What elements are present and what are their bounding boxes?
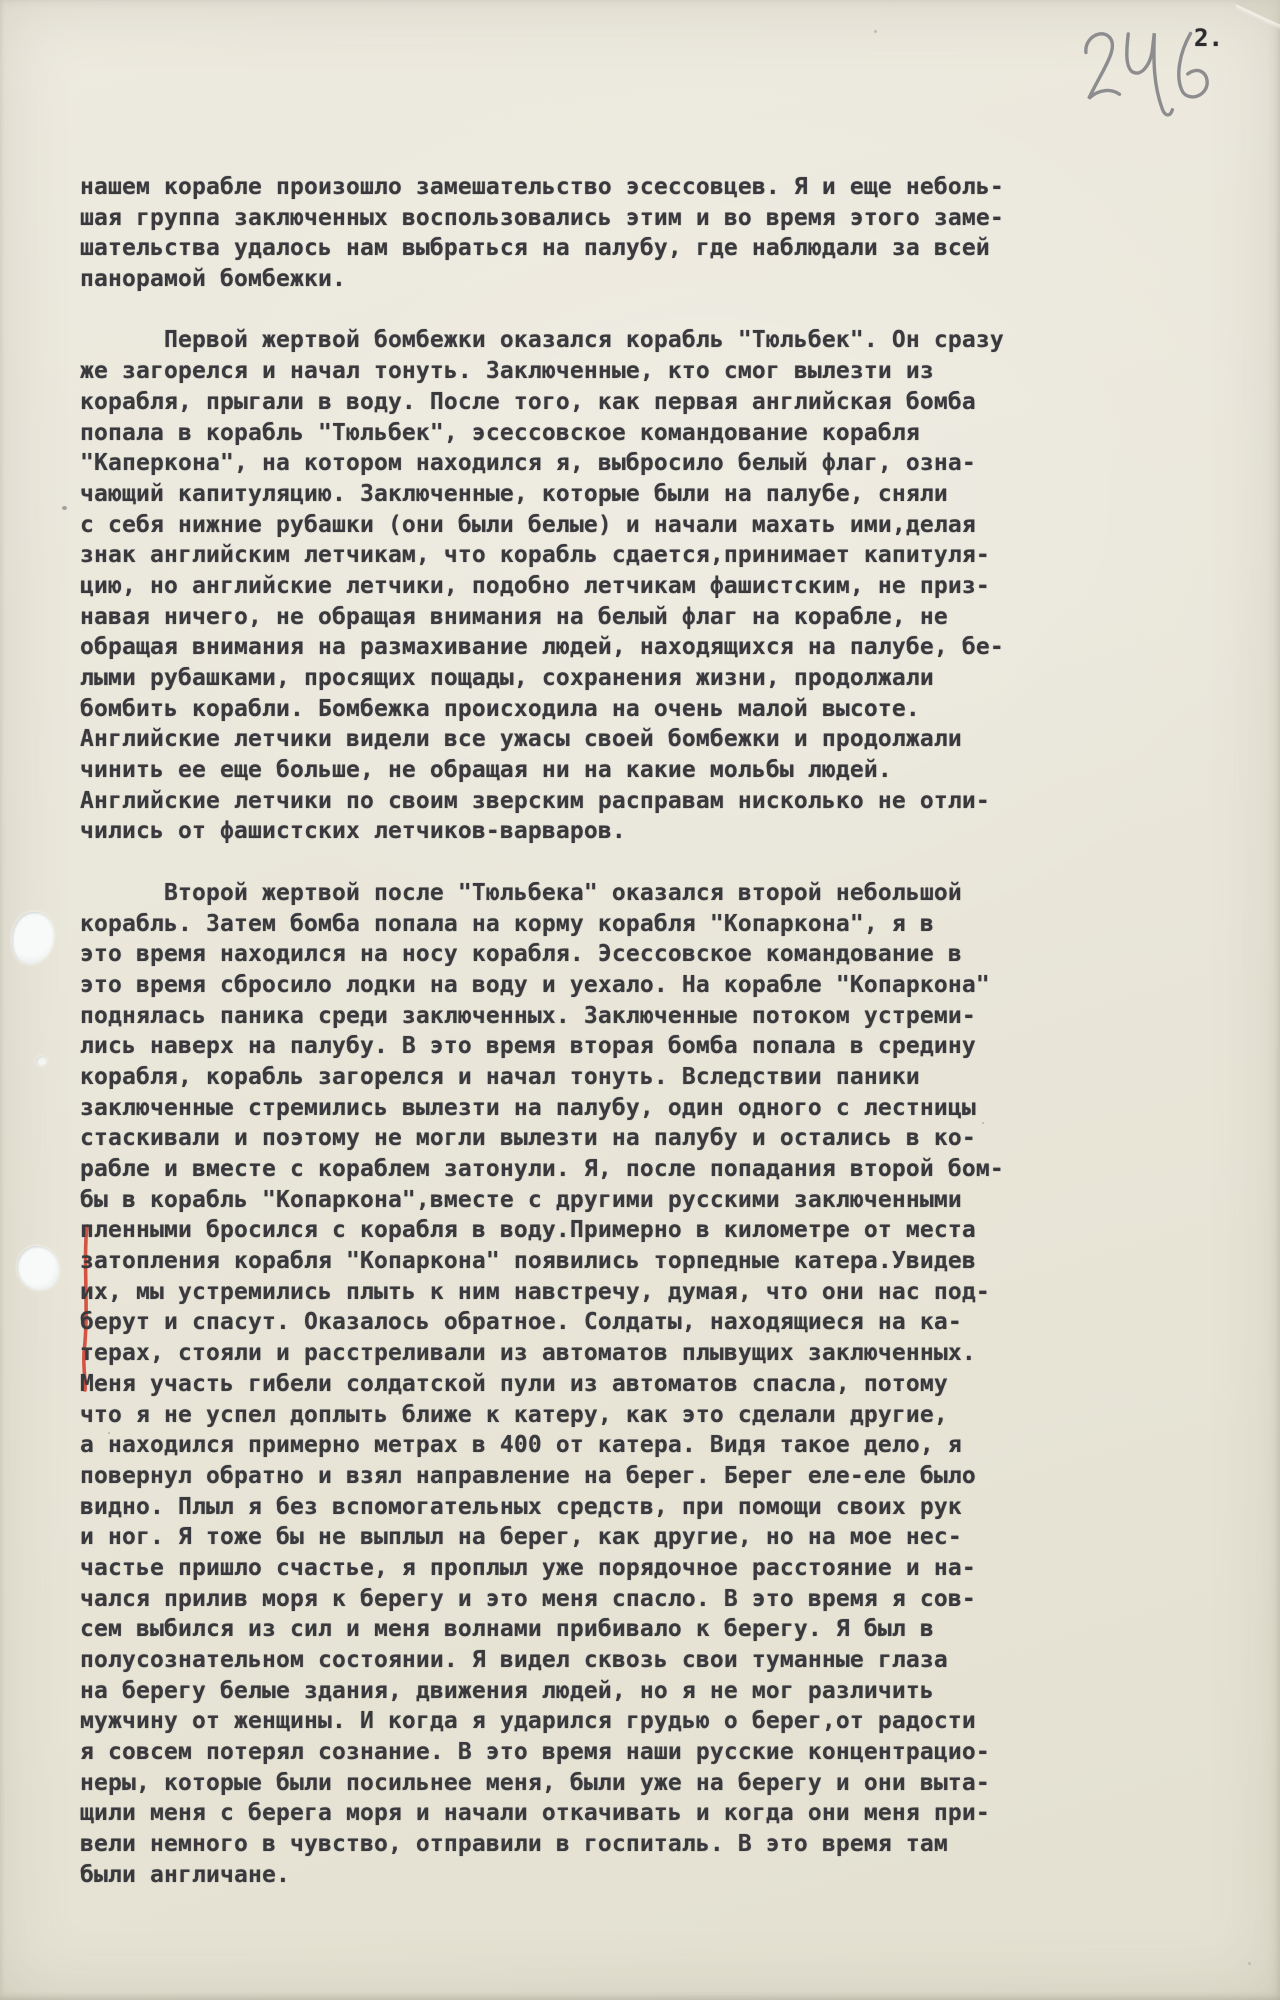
page-number: 2.: [1194, 24, 1223, 52]
text-line: шая группа заключенных воспользовались этим и во время этого заме-: [80, 204, 1004, 231]
text-line: корабля, корабль загорелся и начал тонуть. Вследствии паники: [80, 1063, 920, 1090]
paragraph: [80, 325, 1085, 847]
text-line: неры, которые были посильнее меня, были уже на берегу и они выта-: [80, 1769, 990, 1796]
text-line: заключенные стремились вылезти на палубу, один одного с лестницы: [80, 1094, 976, 1121]
paragraph: [80, 172, 1085, 295]
text-line: лись наверх на палубу. В это время вторая бомба попала в средину: [80, 1033, 976, 1060]
corner-fold: [1236, 0, 1280, 30]
text-line: Второй жертвой после "Тюльбека" оказался второй небольшой: [80, 879, 962, 906]
text-line: попала в корабль "Тюльбек", эсессовское командование корабля: [80, 419, 920, 446]
text-line: Меня участь гибели солдатской пули из автоматов спасла, потому: [80, 1370, 948, 1397]
text-line: Первой жертвой бомбежки оказался корабль "Тюльбек". Он сразу: [80, 327, 1004, 354]
paper-speck: [874, 30, 877, 33]
paper-speck: [62, 506, 67, 510]
text-line: затопления корабля "Копаркона" появились торпедные катера.Увидев: [80, 1248, 976, 1275]
text-line: щили меня с берега моря и начали откачивать и когда они меня при-: [80, 1800, 990, 1827]
paragraph: [80, 878, 1085, 1891]
text-line: это время сбросило лодки на воду и уехало. На корабле "Копаркона": [80, 971, 990, 998]
text-line: и ног. Я тоже бы не выплыл на берег, как другие, но на мое нес-: [80, 1524, 962, 1551]
text-line: "Каперкона", на котором находился я, выбросило белый флаг, озна-: [80, 450, 976, 477]
text-line: нашем корабле произошло замешательство эсессовцев. Я и еще неболь-: [80, 174, 1004, 200]
text-line: повернул обратно и взял направление на берег. Берег еле-еле было: [80, 1462, 976, 1489]
text-line: обращая внимания на размахивание людей, находящихся на палубе, бе-: [80, 634, 1004, 661]
text-line: поднялась паника среди заключенных. Заключенные потоком устреми-: [80, 1002, 976, 1029]
text-line: лыми рубашками, просящих пощады, сохранения жизни, продолжали: [80, 665, 934, 691]
text-line: рабле и вместе с кораблем затонули. Я, после попадания второй бом-: [80, 1156, 1004, 1182]
text-line: что я не успел доплыть ближе к катеру, как это сделали другие,: [80, 1401, 948, 1428]
text-line: бы в корабль "Копаркона",вместе с другими русскими заключенными: [80, 1186, 962, 1213]
text-line: бомбить корабли. Бомбежка происходила на очень малой высоте.: [80, 695, 920, 722]
text-line: терах, стояли и расстреливали из автоматов плывущих заключенных.: [80, 1340, 976, 1367]
text-line: корабля, прыгали в воду. После того, как первая английская бомба: [80, 388, 976, 415]
text-line: а находился примерно метрах в 400 от катера. Видя такое дело, я: [80, 1432, 962, 1459]
text-line: были англичане.: [80, 1861, 290, 1888]
text-line: вели немного в чувство, отправили в госпиталь. В это время там: [80, 1831, 948, 1858]
text-line: стаскивали и поэтому не могли вылезти на палубу и остались в ко-: [80, 1125, 976, 1152]
paper-speck: [1248, 1962, 1251, 1965]
text-line: пленными бросился с корабля в воду.Примерно в километре от места: [80, 1217, 976, 1244]
text-line: корабль. Затем бомба попала на корму корабля "Копаркона", я в: [80, 910, 934, 937]
text-line: шательства удалось нам выбраться на палубу, где наблюдали за всей: [80, 235, 990, 262]
text-line: же загорелся и начал тонуть. Заключенные, кто смог вылезти из: [80, 358, 934, 385]
text-line: мужчину от женщины. И когда я ударился грудью о берег,от радости: [80, 1708, 976, 1735]
text-line: частье пришло счастье, я проплыл уже порядочное расстояние и на-: [80, 1554, 976, 1581]
text-line: навая ничего, не обращая внимания на белый флаг на корабле, не: [80, 603, 948, 630]
text-line: чающий капитуляцию. Заключенные, которые были на палубе, сняли: [80, 480, 948, 507]
text-line: Английские летчики по своим зверским расправам нисколько не отли-: [80, 787, 990, 814]
text-line: на берегу белые здания, движения людей, но я не мог различить: [80, 1677, 934, 1704]
text-line: чились от фашистских летчиков-варваров.: [80, 818, 626, 845]
text-line: знак английским летчикам, что корабль сдается,принимает капитуля-: [80, 542, 990, 569]
text-line: видно. Плыл я без вспомогательных средств, при помощи своих рук: [80, 1493, 962, 1520]
punch-hole: [17, 1246, 59, 1290]
text-line: с себя нижние рубашки (они были белые) и начали махать ими,делая: [80, 511, 976, 538]
paper-hole-small: [36, 1056, 47, 1066]
text-line: сем выбился из сил и меня волнами прибивало к берегу. Я был в: [80, 1616, 934, 1643]
text-line: берут и спасут. Оказалось обратное. Солдаты, находящиеся на ка-: [80, 1309, 962, 1336]
text-line: панорамой бомбежки.: [80, 266, 346, 293]
text-line: цию, но английские летчики, подобно летчикам фашистским, не приз-: [80, 572, 990, 599]
text-line: я совсем потерял сознание. В это время наши русские концентрацио-: [80, 1739, 990, 1766]
text-line: их, мы устремились плыть к ним навстречу, думая, что они нас под-: [80, 1278, 990, 1305]
text-line: полусознательном состоянии. Я видел сквозь свои туманные глаза: [80, 1647, 948, 1673]
text-line: чался прилив моря к берегу и это меня спасло. В это время я сов-: [80, 1585, 976, 1612]
text-body: [80, 172, 1085, 1921]
punch-hole: [12, 912, 54, 964]
text-line: чинить ее еще больше, не обращая ни на какие мольбы людей.: [80, 757, 892, 784]
text-line: это время находился на носу корабля. Эсессовское командование в: [80, 941, 962, 968]
text-line: Английские летчики видели все ужасы своей бомбежки и продолжали: [80, 726, 962, 753]
